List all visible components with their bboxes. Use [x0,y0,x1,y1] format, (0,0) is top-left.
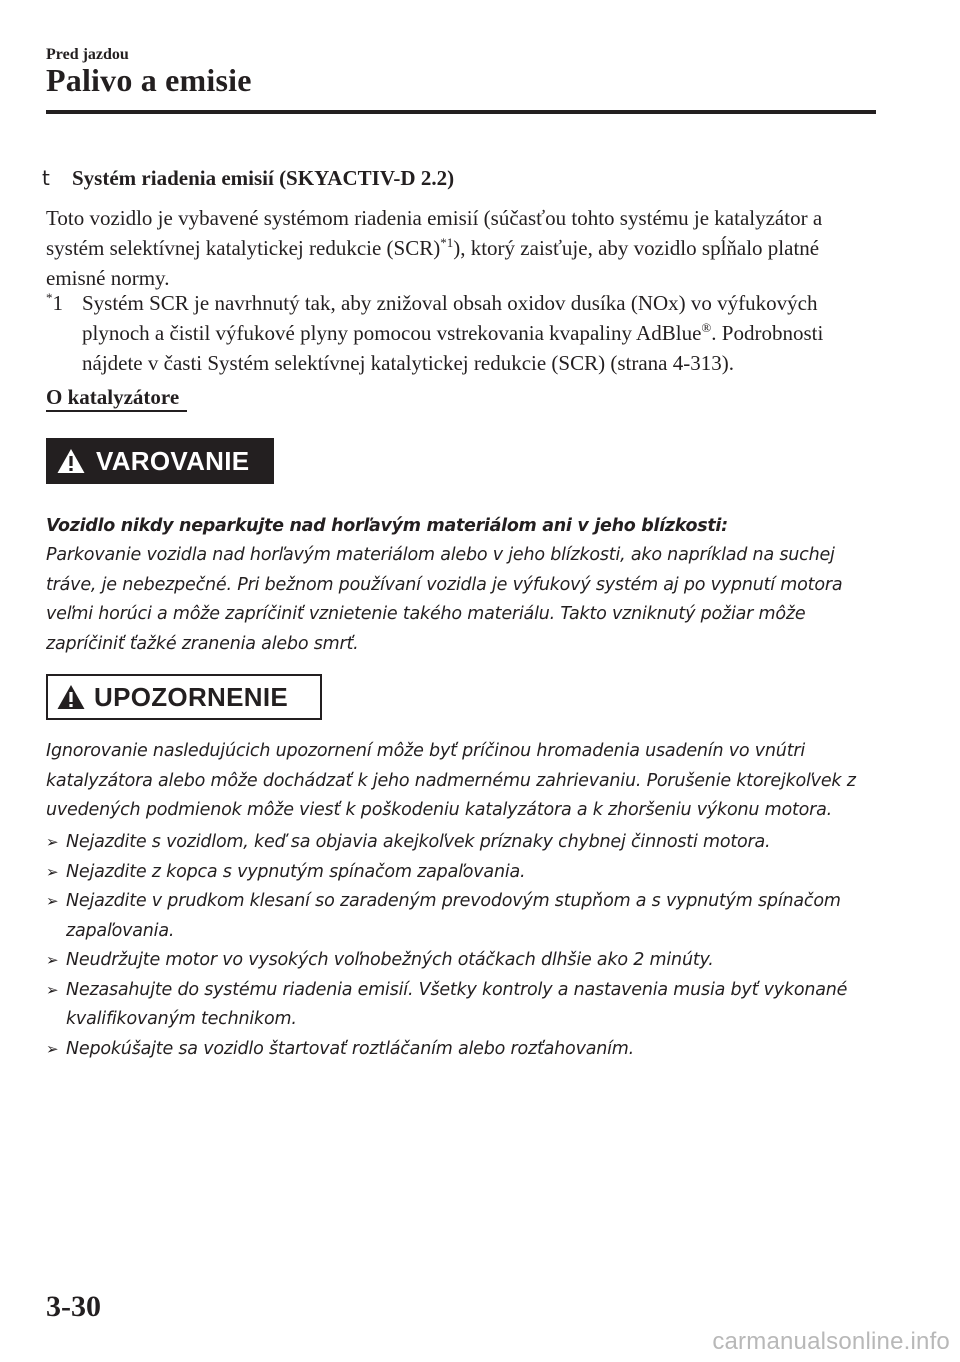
footnote-number: 1 [52,291,63,315]
warning-label: VAROVANIE [96,445,250,476]
header-divider [46,110,876,114]
warning-heading: Vozidlo nikdy neparkujte nad horľavým materiálom ani v jeho blízkosti: [46,516,728,536]
footnote-text [82,288,876,378]
list-item [46,946,876,976]
arrow-bullet-icon: ➢ [46,951,59,969]
subsection-title: O katalyzátore [46,385,180,409]
caution-triangle-icon [56,683,86,711]
intro-paragraph [46,203,876,293]
intro-text-end: ), ktorý zaisťuje, aby vozidlo spĺňalo platné emisné normy. [46,236,820,290]
arrow-bullet-icon: ➢ [46,892,59,910]
list-item [46,1035,876,1065]
footnote-text-end: . Podrobnosti nájdete v časti Systém selektívnej katalytickej redukcie (SCR) (strana 4-313). [82,321,824,375]
footnote-asterisk: * [46,290,53,305]
chapter-label: Pred jazdou [46,46,129,63]
arrow-bullet-icon: ➢ [46,980,59,999]
list-item [46,858,876,888]
list-item-text: Nepokúšajte sa vozidlo štartovať roztláčaním alebo rozťahovaním. [66,1038,635,1059]
intro-text-start: Toto vozidlo je vybavené systémom riadenia emisií (súčasťou tohto systému je katalyzátor a systém selektívnej katalytickej redukcie (SCR) [46,206,823,260]
warning-text: Parkovanie vozidla nad horľavým materiálom alebo v jeho blízkosti, ako napríklad na suchej tráve, je nebezpečné. Pri bežnom používaní vozidla je výfukový systém aj po vypnutí motora veľmi horúci a môže zapríčiniť vznietenie takého materiálu. Takto vzniknutý požiar môže zapríčiniť ťažké zranenia alebo smrť. [46,545,843,654]
warning-banner [46,438,274,484]
page-title: Palivo a emisie [46,62,252,98]
arrow-bullet-icon: ➢ [46,1039,59,1058]
arrow-bullet-icon: ➢ [46,833,59,851]
caution-label: UPOZORNENIE [94,681,288,712]
registered-mark: ® [701,320,712,335]
section-title: Systém riadenia emisií (SKYACTIV-D 2.2) [72,166,455,190]
list-item-text: Nejazdite z kopca s vypnutým spínačom zapaľovania. [66,861,526,882]
list-item-text: Neudržujte motor vo vysokých voľnobežných otáčkach dlhšie ako 2 minúty. [66,950,714,970]
caution-text: Ignorovanie nasledujúcich upozornení môže byť príčinou hromadenia usadenín vo vnútri katalyzátora alebo môže dochádzať k jeho nadmernému zahrievaniu. Porušenie ktorejkoľvek z uvedených podmienok môže viesť k poškodeniu katalyzátora a k zhoršeniu výkonu motora. [46,741,856,820]
warning-triangle-icon [56,447,86,475]
arrow-bullet-icon: ➢ [46,862,59,881]
site-watermark: carmanualsonline.info [712,1328,950,1355]
list-item [46,828,876,858]
list-item [46,887,876,946]
section-bullet-icon: t [42,166,50,190]
page-number: 3-30 [46,1290,101,1323]
caution-list [46,828,876,1064]
caution-banner [46,674,322,720]
intro-footnote-ref: *1 [440,235,454,250]
list-item [46,976,876,1035]
subsection-underline [46,410,187,412]
footnote-marker [46,288,63,318]
footnote-text-start: Systém SCR je navrhnutý tak, aby znižoval obsah oxidov dusíka (NOx) vo výfukových plynoch a čistil výfukové plyny pomocou vstrekovania kvapaliny AdBlue [82,291,818,345]
list-item-text: Nejazdite s vozidlom, keď sa objavia akejkoľvek príznaky chybnej činnosti motora. [66,832,771,852]
list-item-text: Nezasahujte do systému riadenia emisií. Všetky kontroly a nastavenia musia byť vykonané kvalifikovaným technikom. [66,979,848,1029]
list-item-text: Nejazdite v prudkom klesaní so zaradeným prevodovým stupňom a s vypnutým spínačom zapaľovania. [66,891,841,941]
